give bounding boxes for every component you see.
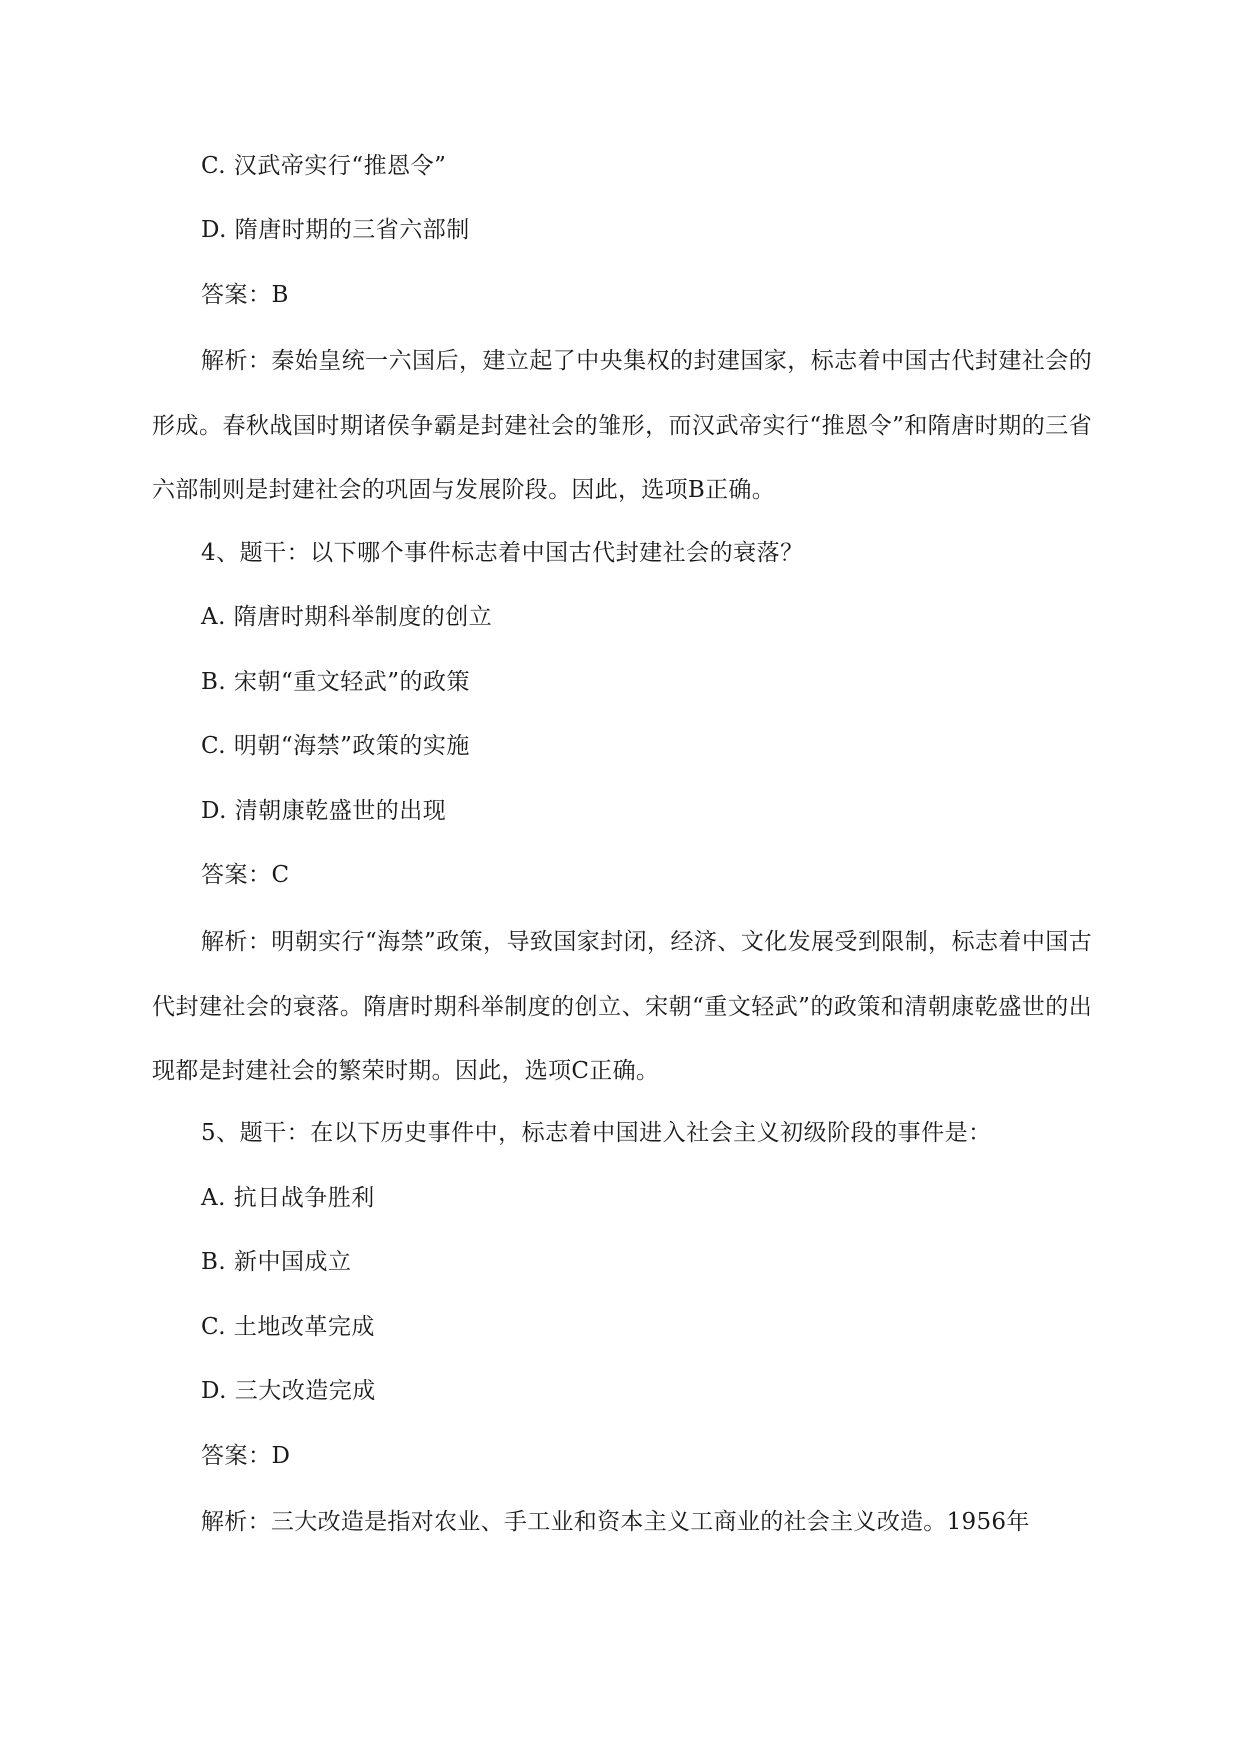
q5-analysis: 解析：三大改造是指对农业、手工业和资本主义工商业的社会主义改造。1956年 [201,1509,1030,1535]
q4-option-c: C. 明朝“海禁”政策的实施 [201,733,470,759]
q5-option-d: D. 三大改造完成 [201,1378,376,1404]
q5-option-c: C. 土地改革完成 [201,1314,375,1340]
q3-analysis: 解析：秦始皇统一六国后，建立起了中央集权的封建国家，标志着中国古代封建社会的形成。春秋战国时期诸侯争霸是封建社会的雏形，而汉武帝实行“推恩令”和隋唐时期的三省六部制则是封建社会的巩固与发展阶段。因此，选项B正确。 [152,348,1092,503]
q5-option-b: B. 新中国成立 [201,1249,352,1275]
q5-option-a: A. 抗日战争胜利 [201,1185,375,1211]
q4-option-b: B. 宋朝“重文轻武”的政策 [201,669,471,695]
q3-option-d: D. 隋唐时期的三省六部制 [201,217,470,243]
q4-option-a: A. 隋唐时期科举制度的创立 [201,604,493,630]
q5-answer: 答案：D [201,1443,291,1469]
q5-stem: 5、题干：在以下历史事件中，标志着中国进入社会主义初级阶段的事件是： [201,1120,992,1146]
q4-answer: 答案：C [201,862,290,888]
q3-option-c: C. 汉武帝实行“推恩令” [201,153,447,179]
q4-option-d: D. 清朝康乾盛世的出现 [201,798,447,824]
q4-analysis: 解析：明朝实行“海禁”政策，导致国家封闭，经济、文化发展受到限制，标志着中国古代封建社会的衰落。隋唐时期科举制度的创立、宋朝“重文轻武”的政策和清朝康乾盛世的出现都是封建社会的繁荣时期。因此，选项C正确。 [152,929,1092,1084]
q4-stem: 4、题干：以下哪个事件标志着中国古代封建社会的衰落？ [201,540,804,566]
q3-answer: 答案：B [201,282,289,308]
